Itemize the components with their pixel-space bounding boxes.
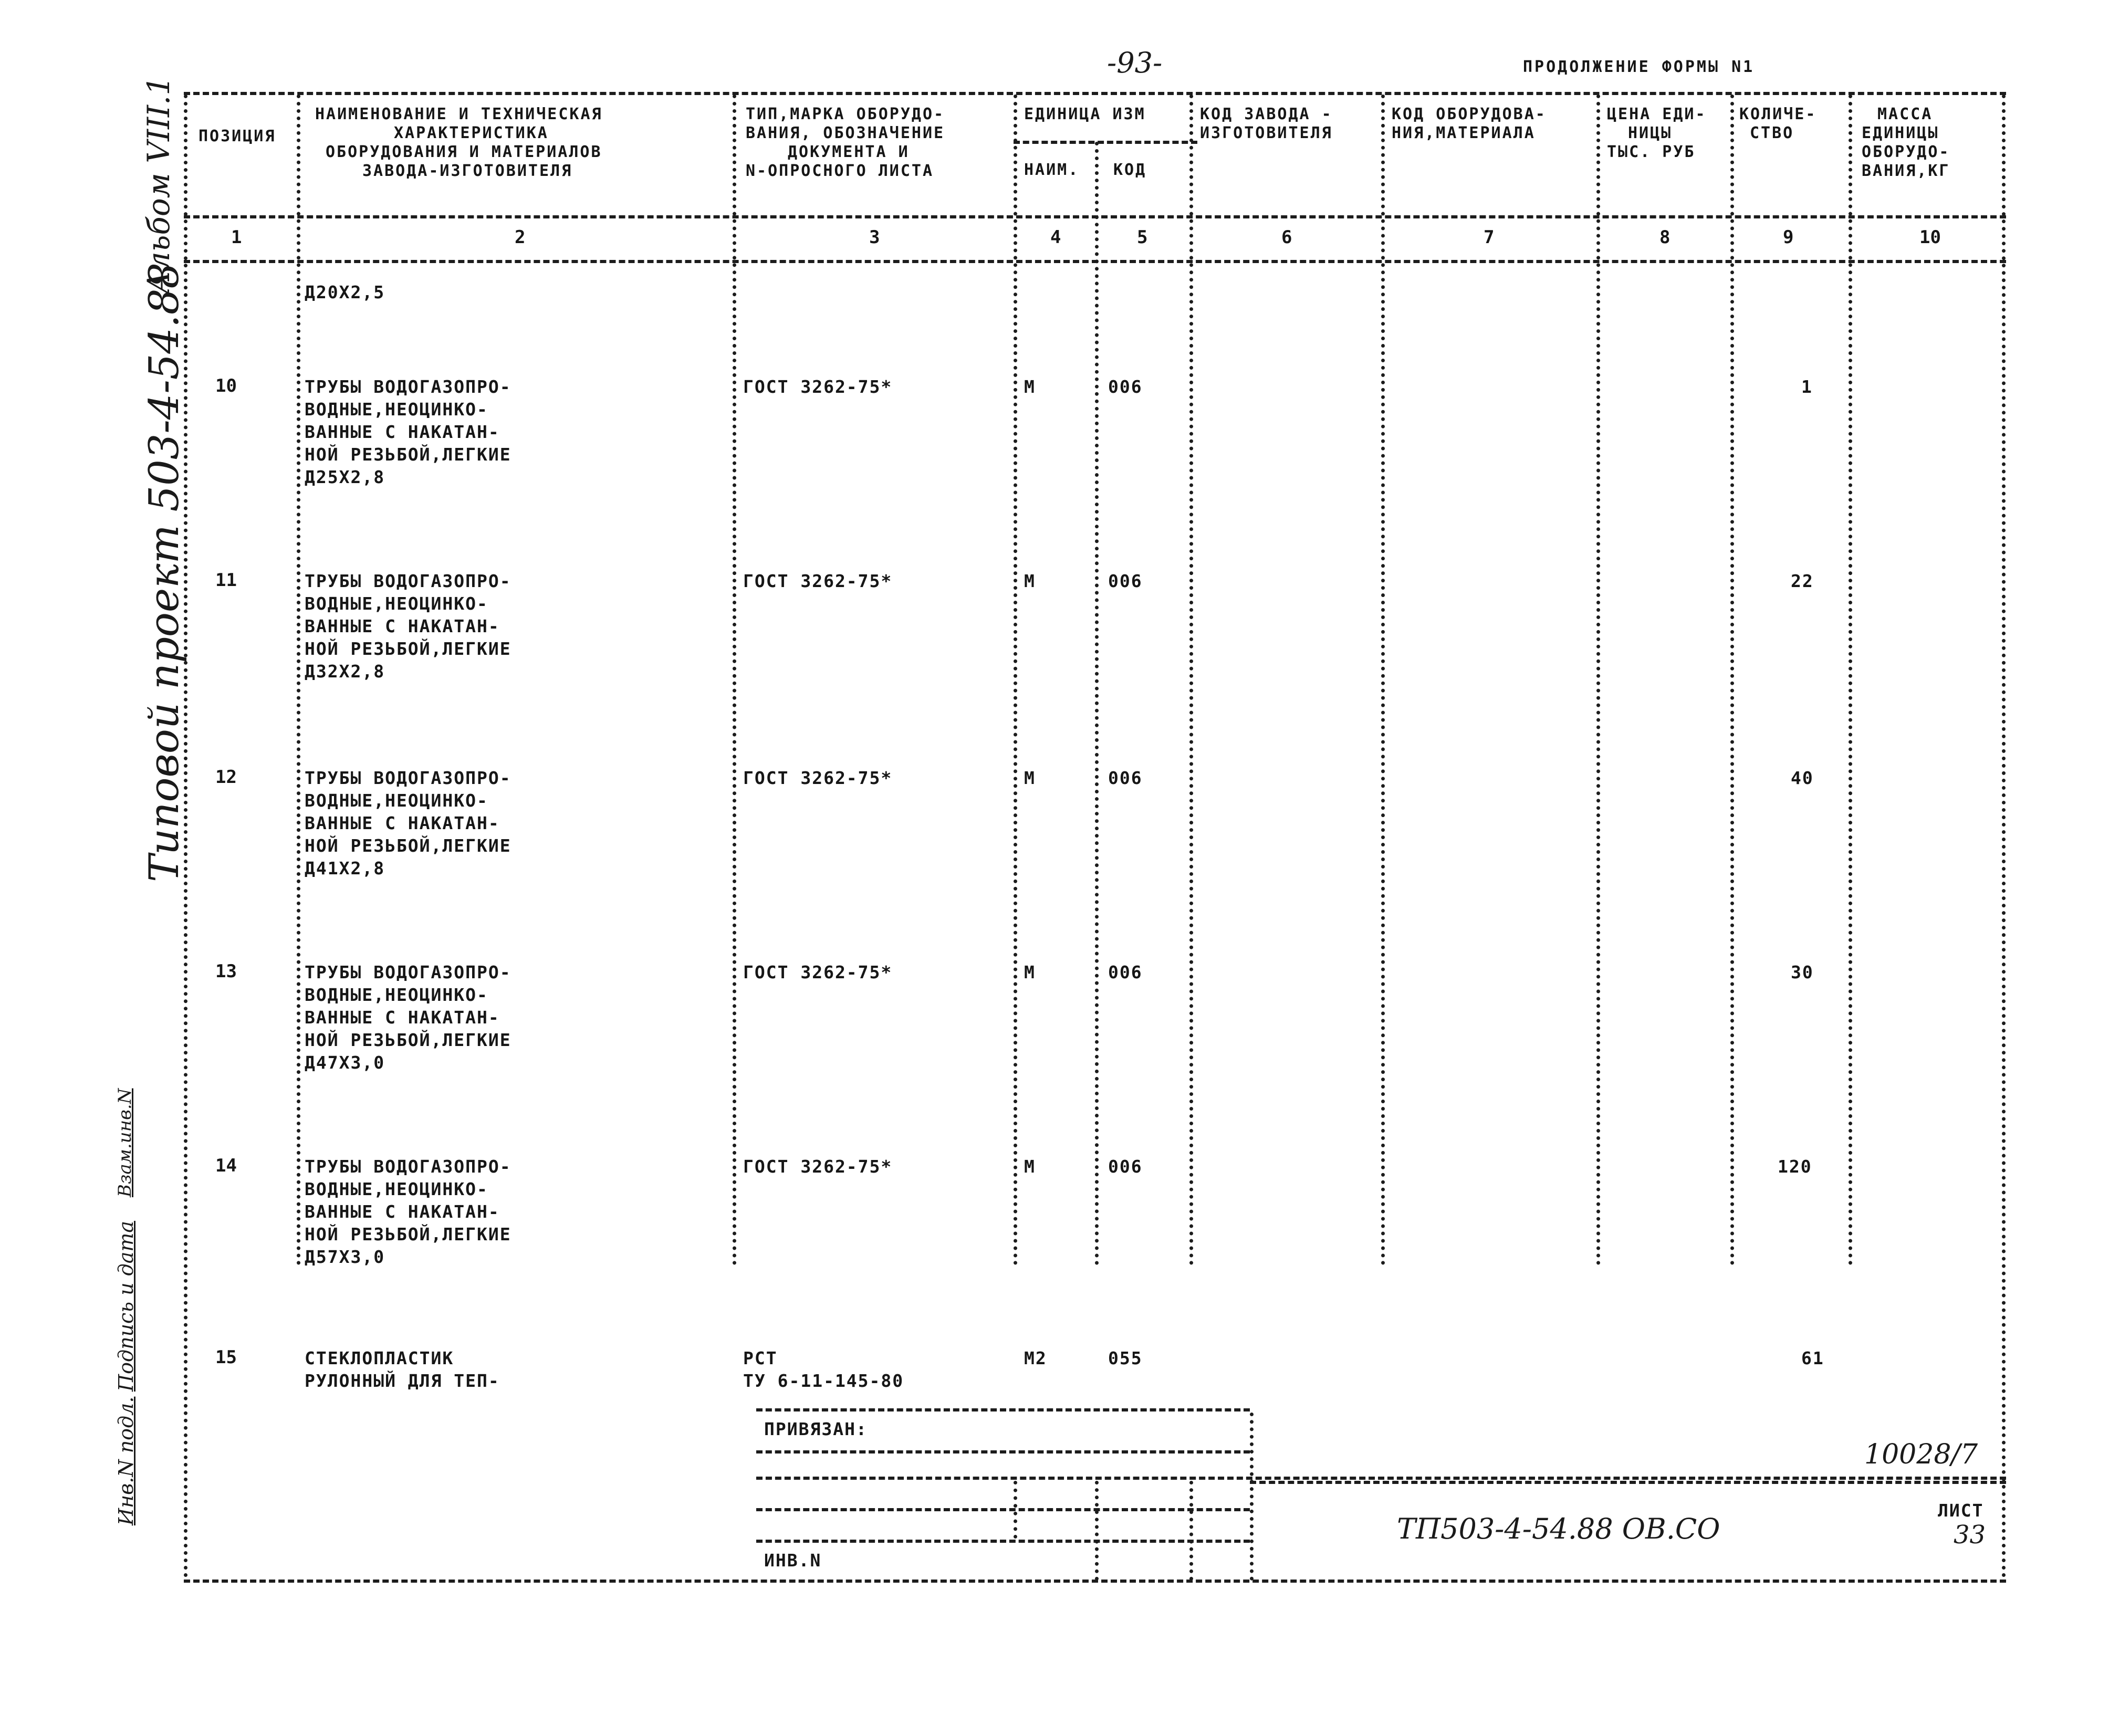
row-11-qty: 22 <box>1791 571 1814 591</box>
col-sep-3 <box>1014 95 1017 1266</box>
row-13-qty: 30 <box>1791 962 1814 982</box>
row-10-name: ТРУБЫ ВОДОГАЗОПРО- ВОДНЫЕ,НЕОЦИНКО- ВАННЫЕ С НАКАТАН- НОЙ РЕЗЬБОЙ,ЛЕГКИЕ Д25Х2,8 <box>305 377 511 487</box>
col-sep-10 <box>2002 95 2006 1578</box>
row-13-position: 13 <box>215 961 237 982</box>
row-11-code: 006 <box>1108 571 1143 591</box>
row-14-position: 14 <box>215 1155 237 1176</box>
header-mass: МАССА ЕДИНИЦЫ ОБОРУДО- ВАНИЯ,КГ <box>1862 105 1950 180</box>
row-10-code: 006 <box>1108 377 1143 397</box>
col-sep-8 <box>1730 95 1734 1266</box>
col-sep-7 <box>1596 95 1600 1266</box>
colnum-1: 1 <box>231 227 242 248</box>
header-unit-name: НАИМ. <box>1024 161 1080 179</box>
row-15-unit: М2 <box>1024 1348 1047 1368</box>
stamp-rule-3 <box>756 1477 2006 1480</box>
album-label: Альбом VIII.1 <box>141 76 176 294</box>
row-10-doc: ГОСТ 3262-75* <box>743 377 893 397</box>
row-12-unit: М <box>1024 768 1036 788</box>
row-15-code: 055 <box>1108 1348 1143 1368</box>
row-14-doc: ГОСТ 3262-75* <box>743 1156 893 1177</box>
row-15-qty: 61 <box>1801 1348 1824 1368</box>
col-sep-1 <box>297 95 300 1266</box>
project-label: Типовой проект 503-4-54.88 <box>141 263 188 882</box>
stamp-sep-1 <box>1250 1413 1254 1581</box>
stamp-privyazan: ПРИВЯЗАН: <box>764 1419 868 1439</box>
colnum-7: 7 <box>1484 227 1495 248</box>
row-14-name: ТРУБЫ ВОДОГАЗОПРО- ВОДНЫЕ,НЕОЦИНКО- ВАННЫЕ С НАКАТАН- НОЙ РЕЗЬБОЙ,ЛЕГКИЕ Д57Х3,0 <box>305 1156 511 1267</box>
row-12-position: 12 <box>215 767 237 788</box>
stamp-sheet-label: ЛИСТ <box>1938 1500 1984 1521</box>
col-sep-2 <box>733 95 736 1266</box>
row-15-name: СТЕКЛОПЛАСТИК РУЛОННЫЙ ДЛЯ ТЕП- <box>305 1348 500 1391</box>
stamp-rule-2 <box>756 1450 1250 1453</box>
header-type: ТИП,МАРКА ОБОРУДО- ВАНИЯ, ОБОЗНАЧЕНИЕ ДОКУМЕНТА И N-ОПРОСНОГО ЛИСТА <box>746 105 945 180</box>
row-14-qty: 120 <box>1778 1156 1812 1177</box>
stamp-doc-code: ТП503-4-54.88 ОВ.СО <box>1397 1512 1720 1545</box>
header-name: НАИМЕНОВАНИЕ И ТЕХНИЧЕСКАЯ ХАРАКТЕРИСТИКА ОБОРУДОВАНИЯ И МАТЕРИАЛОВ ЗАВОДА-ИЗГОТОВИТЕЛЯ <box>315 105 603 180</box>
col-sep-0 <box>184 95 187 1578</box>
colnum-9: 9 <box>1783 227 1794 248</box>
stamp-rule-1 <box>756 1408 1250 1411</box>
stamp-inv-n: ИНВ.N <box>764 1550 822 1571</box>
continuation-label: ПРОДОЛЖЕНИЕ ФОРМЫ N1 <box>1523 58 1755 76</box>
header-unit: ЕДИНИЦА ИЗМ <box>1024 105 1146 123</box>
page-number: -93- <box>1107 46 1163 79</box>
rule-unit-split <box>1014 141 1197 144</box>
row-12-code: 006 <box>1108 768 1143 788</box>
colnum-2: 2 <box>515 227 526 248</box>
colnum-5: 5 <box>1137 227 1148 248</box>
row-13-name: ТРУБЫ ВОДОГАЗОПРО- ВОДНЫЕ,НЕОЦИНКО- ВАННЫЕ С НАКАТАН- НОЙ РЕЗЬБОЙ,ЛЕГКИЕ Д47Х3,0 <box>305 962 511 1073</box>
colnum-3: 3 <box>869 227 880 248</box>
colnum-4: 4 <box>1050 227 1061 248</box>
col-sep-6 <box>1381 95 1385 1266</box>
row-13-code: 006 <box>1108 962 1143 982</box>
stamp-rule-4 <box>756 1508 1250 1511</box>
row-11-doc: ГОСТ 3262-75* <box>743 571 893 591</box>
header-quantity: КОЛИЧЕ- СТВО <box>1739 105 1817 142</box>
header-equipment-code: КОД ОБОРУДОВА- НИЯ,МАТЕРИАЛА <box>1392 105 1547 142</box>
row-15-doc: РСТ ТУ 6-11-145-80 <box>743 1348 904 1391</box>
colnum-8: 8 <box>1659 227 1671 248</box>
col-sep-9 <box>1849 95 1852 1266</box>
stamp-order-number: 10028/7 <box>1864 1439 1978 1470</box>
side-stamp-inv-podl: Инв.N подл. <box>114 1396 138 1525</box>
row-15-position: 15 <box>215 1347 237 1368</box>
header-plant-code: КОД ЗАВОДА - ИЗГОТОВИТЕЛЯ <box>1200 105 1333 142</box>
colnum-10: 10 <box>1919 227 1941 248</box>
row-11-position: 11 <box>215 570 237 591</box>
row-12-qty: 40 <box>1791 768 1814 788</box>
header-price: ЦЕНА ЕДИ- НИЦЫ ТЫС. РУБ <box>1607 105 1707 161</box>
col-sep-4 <box>1095 142 1099 1266</box>
row-14-unit: М <box>1024 1156 1036 1177</box>
stamp-sep-4 <box>1014 1481 1017 1539</box>
stamp-rule-5 <box>756 1540 1250 1543</box>
row-13-doc: ГОСТ 3262-75* <box>743 962 893 982</box>
stamp-sep-2 <box>1095 1481 1099 1581</box>
stamp-sep-3 <box>1189 1481 1193 1581</box>
row-12-doc: ГОСТ 3262-75* <box>743 768 893 788</box>
header-position: ПОЗИЦИЯ <box>199 127 276 145</box>
row-13-unit: М <box>1024 962 1036 982</box>
col-sep-5 <box>1189 95 1193 1266</box>
row-11-unit: М <box>1024 571 1036 591</box>
lead-line: Д20Х2,5 <box>305 282 385 302</box>
side-stamp-vzam: Взам.инв.N <box>114 1088 135 1197</box>
header-unit-code: КОД <box>1113 161 1147 179</box>
row-11-name: ТРУБЫ ВОДОГАЗОПРО- ВОДНЫЕ,НЕОЦИНКО- ВАННЫЕ С НАКАТАН- НОЙ РЕЗЬБОЙ,ЛЕГКИЕ Д32Х2,8 <box>305 571 511 682</box>
stamp-rule-right <box>1250 1481 2006 1484</box>
stamp-sheet-number: 33 <box>1954 1520 1986 1550</box>
side-stamp-podpis: Подпись и дата <box>114 1220 138 1392</box>
row-14-code: 006 <box>1108 1156 1143 1177</box>
row-10-unit: М <box>1024 377 1036 397</box>
colnum-6: 6 <box>1281 227 1292 248</box>
row-10-position: 10 <box>215 375 237 396</box>
row-10-qty: 1 <box>1801 377 1813 397</box>
row-12-name: ТРУБЫ ВОДОГАЗОПРО- ВОДНЫЕ,НЕОЦИНКО- ВАННЫЕ С НАКАТАН- НОЙ РЕЗЬБОЙ,ЛЕГКИЕ Д41Х2,8 <box>305 768 511 879</box>
